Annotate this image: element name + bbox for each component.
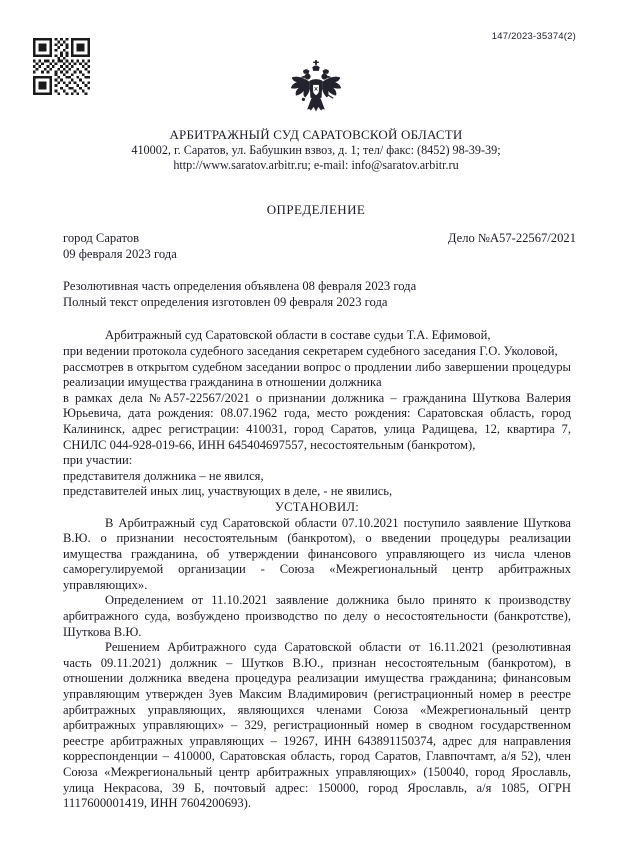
qr-code-icon xyxy=(33,38,90,95)
full-text-line: Полный текст определения изготовлен 09 февраля 2023 года xyxy=(63,294,388,309)
coat-of-arms-eagle-icon xyxy=(288,60,344,122)
document-date: 09 февраля 2023 года xyxy=(63,246,177,261)
document-body xyxy=(0,328,632,811)
body-paragraph: Определением от 11.10.2021 заявление должника было принято к производству арбитражного суда, возбуждено производство по делу о несостоятельности (банкротстве), Шуткова В.Ю. xyxy=(63,593,571,639)
court-address: 410002, г. Саратов, ул. Бабушкин взвоз, д. 1; тел/ факс: (8452) 98-39-39; xyxy=(131,142,501,157)
intro-line: представителя должника – не явился, xyxy=(63,468,264,483)
body-paragraph: В Арбитражный суд Саратовской области 07.10.2021 поступило заявление Шуткова В.Ю. о признании несостоятельным (банкротом), о введении процедуры реализации имущества гражданина, об утверждении финансового управляющего из числа членов саморегулируемой организации - Союза «Межрегиональный центр арбитражных управляющих». xyxy=(63,515,571,592)
court-contacts: http://www.saratov.arbitr.ru; e-mail: info@saratov.arbitr.ru xyxy=(173,158,459,172)
city-label: город Саратов xyxy=(63,231,140,245)
court-name: АРБИТРАЖНЫЙ СУД САРАТОВСКОЙ ОБЛАСТИ xyxy=(169,127,463,142)
intro-line: в рамках дела №А57-22567/2021 о признании должника – гражданина Шуткова Валерия Юрьевича, дата рождения: 08.07.1962 года, место рождения: Саратовская область, город Калининск, адрес регистрации: 410031, город Саратов, улица Радищева, 12, квартира 7, СНИЛС 044-928-019-66, ИНН 645404697557, несостоятельным (банкротом), xyxy=(63,390,571,452)
intro-line: при ведении протокола судебного заседания секретарем судебного заседания Г.О. Уколовой, xyxy=(63,343,558,358)
intro-line: представителей иных лиц, участвующих в деле, - не явились, xyxy=(63,484,393,499)
intro-line: при участии: xyxy=(63,453,133,468)
announcement-block xyxy=(0,279,632,310)
ustanovil-heading: УСТАНОВИЛ: xyxy=(274,499,360,514)
document-stamp-number: 147/2023-35374(2) xyxy=(491,31,576,42)
body-paragraph: Решением Арбитражного суда Саратовской области от 16.11.2021 (резолютивная часть 09.11.2021) должник – Шутков В.Ю., признан несостоятельным (банкротом), в отношении должника введена процедура реализации имущества гражданина; финансовым управляющим утвержден Зуев Максим Владимирович (регистрационный номер в реестре арбитражных управляющих, являющихся членами Союза «Межрегиональный центр арбитражных управляющих» – 329, регистрационный номер в сводном государственном реестре арбитражных управляющих – 19267, ИНН 643891150374, адрес для направления корреспонденции – 410000, Саратовская область, город Саратов, Главпочтамт, а/я 52), член Союза «Межрегиональный центр арбитражных управляющих» (150040, город Ярославль, улица Некрасова, 39 Б, почтовый адрес: 150000, город Ярославль, а/я 1085, ОГРН 1117600001419, ИНН 7604200693). xyxy=(63,640,571,811)
intro-line: Арбитражный суд Саратовской области в составе судьи Т.А. Ефимовой, xyxy=(105,328,491,343)
city-and-date xyxy=(63,231,177,262)
meta-row xyxy=(0,231,632,262)
document-title: ОПРЕДЕЛЕНИЕ xyxy=(266,202,366,217)
intro-line: рассмотрев в открытом судебном заседании вопрос о продлении либо завершении процедуры реализации имущества гражданина в отношении должника xyxy=(63,359,571,390)
resolutive-part-line: Резолютивная часть определения объявлена 08 февраля 2023 года xyxy=(63,279,417,294)
case-number: Дело №А57-22567/2021 xyxy=(447,231,576,245)
